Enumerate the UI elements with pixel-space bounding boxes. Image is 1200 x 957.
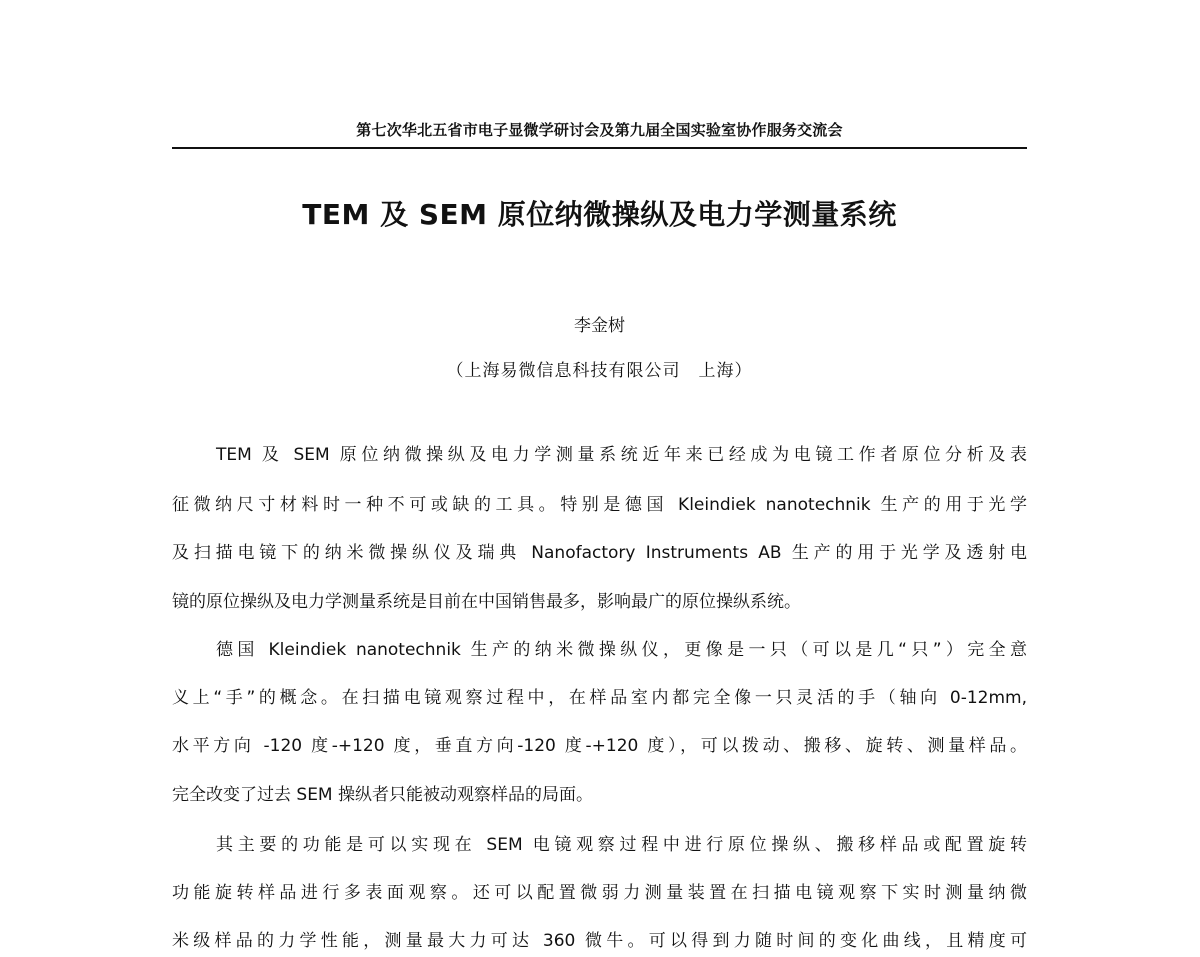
header-rule xyxy=(172,147,1027,149)
body-line: 镜的原位操纵及电力学测量系统是目前在中国销售最多，影响最广的原位操纵系统。 xyxy=(172,592,801,612)
author-affiliation: （上海易微信息科技有限公司 上海） xyxy=(446,361,753,381)
body-line: 其主要的功能是可以实现在 SEM 电镜观察过程中进行原位操纵、搬移样品或配置旋转 xyxy=(216,835,1027,855)
author-name: 李金树 xyxy=(574,316,625,336)
body-line: 功能旋转样品进行多表面观察。还可以配置微弱力测量装置在扫描电镜观察下实时测量纳微 xyxy=(172,883,1027,903)
body-line: 米级样品的力学性能，测量最大力可达 360 微牛。可以得到力随时间的变化曲线，且精度可 xyxy=(172,931,1027,951)
body-line: 水平方向 -120 度-+120 度，垂直方向-120 度-+120 度），可以拨动、搬移、旋转、测量样品。 xyxy=(172,736,1027,756)
body-line: 完全改变了过去 SEM 操纵者只能被动观察样品的局面。 xyxy=(172,785,594,805)
paper-title: TEM 及 SEM 原位纳微操纵及电力学测量系统 xyxy=(302,198,897,231)
body-line: 义上“手”的概念。在扫描电镜观察过程中，在样品室内都完全像一只灵活的手（轴向 0-12mm, xyxy=(172,688,1027,708)
body-line: TEM 及 SEM 原位纳微操纵及电力学测量系统近年来已经成为电镜工作者原位分析及表 xyxy=(216,445,1027,465)
running-header: 第七次华北五省市电子显微学研讨会及第九届全国实验室协作服务交流会 xyxy=(356,121,843,139)
body-line: 及扫描电镜下的纳米微操纵仪及瑞典 Nanofactory Instruments AB 生产的用于光学及透射电 xyxy=(172,543,1027,563)
body-line: 征微纳尺寸材料时一种不可或缺的工具。特别是德国 Kleindiek nanotechnik 生产的用于光学 xyxy=(172,495,1027,515)
body-line: 德国 Kleindiek nanotechnik 生产的纳米微操纵仪，更像是一只（可以是几“只”）完全意 xyxy=(216,640,1027,660)
